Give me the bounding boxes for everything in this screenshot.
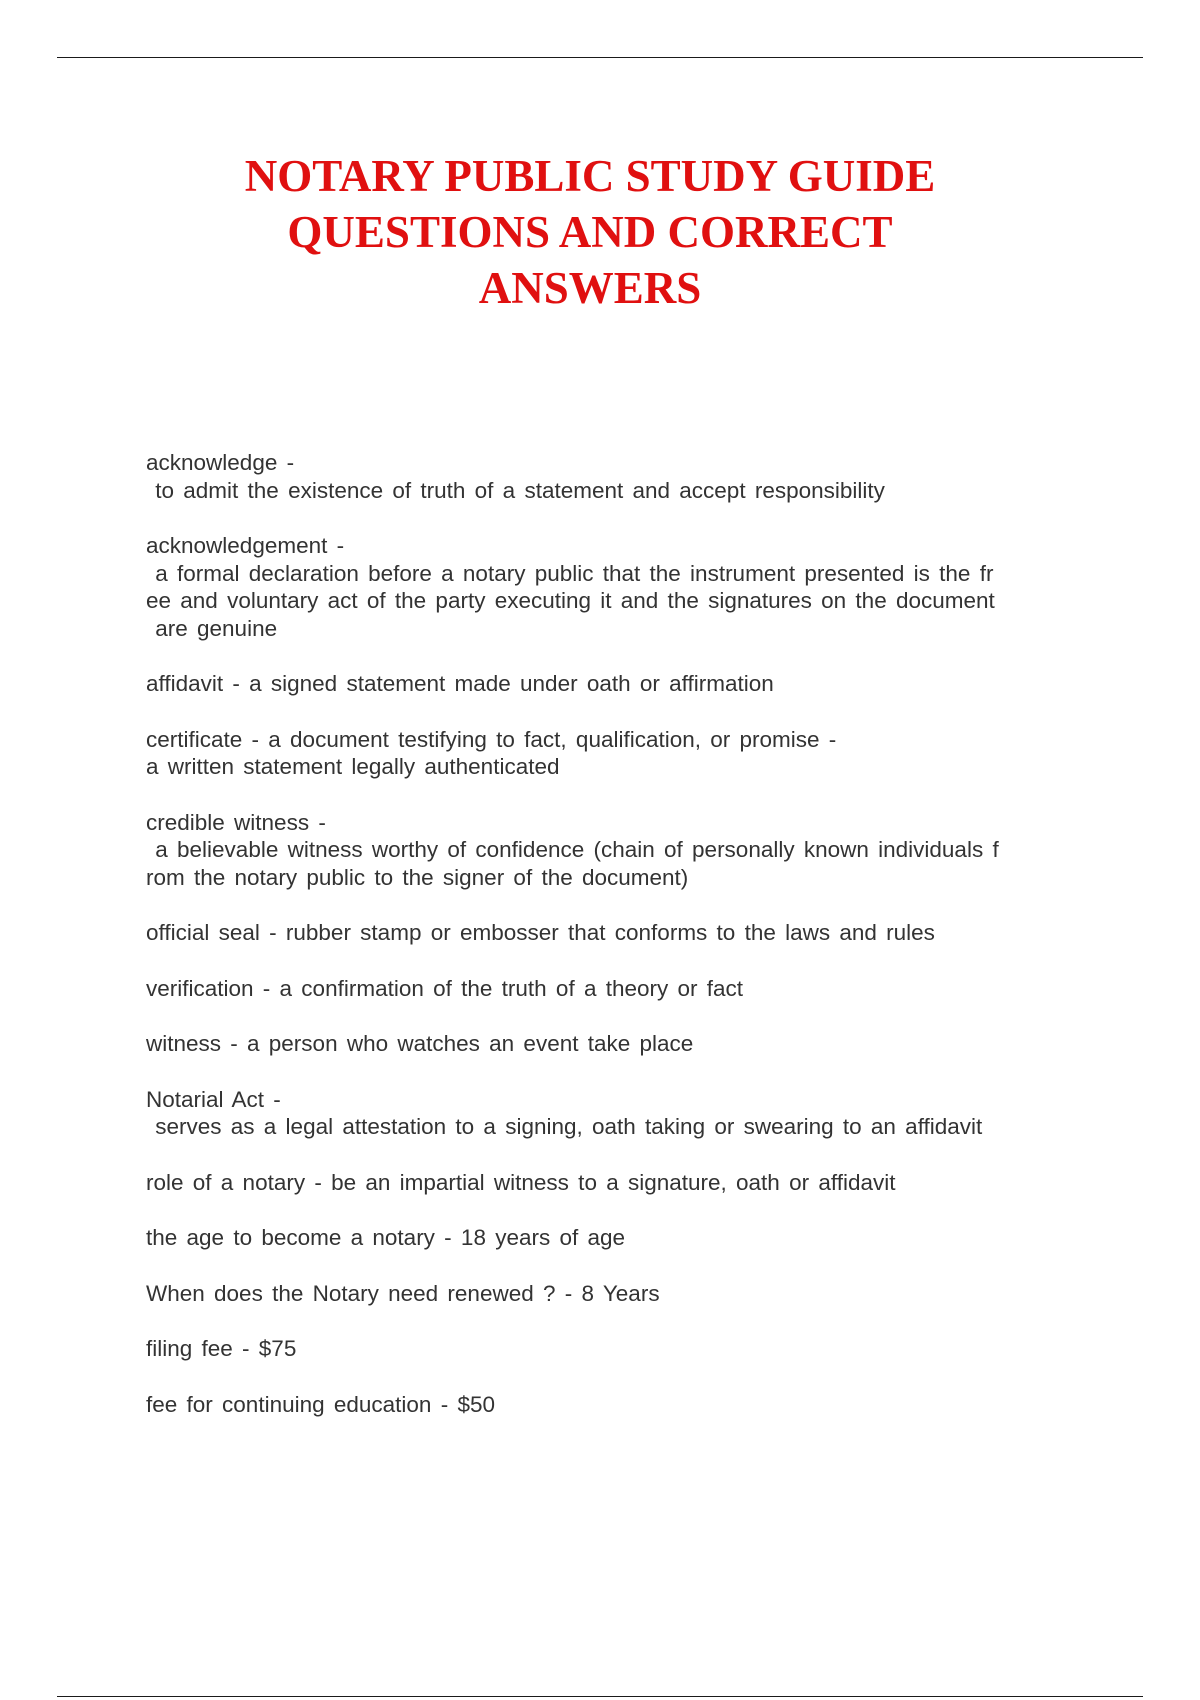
- study-guide-entries: [146, 449, 1084, 1446]
- entry-line: When does the Notary need renewed ? - 8 Years: [146, 1280, 660, 1306]
- entry-credible-witness: [146, 809, 1084, 892]
- entry-line: a believable witness worthy of confidence (chain of personally known individuals f: [146, 837, 999, 862]
- entry-line: a formal declaration before a notary public that the instrument presented is the fr: [146, 560, 994, 586]
- entry-role-of-notary: [146, 1169, 1084, 1197]
- entry-line: witness - a person who watches an event take place: [146, 1031, 694, 1056]
- top-rule: [57, 57, 1143, 58]
- entry-line: certificate - a document testifying to fact, qualification, or promise -: [146, 726, 837, 752]
- entry-continuing-education-fee: [146, 1391, 1084, 1419]
- entry-line: official seal - rubber stamp or embosser that conforms to the laws and rules: [146, 920, 935, 945]
- entry-line: are genuine: [146, 615, 278, 641]
- title-line: NOTARY PUBLIC STUDY GUIDE: [244, 151, 936, 201]
- entry-official-seal: [146, 919, 1084, 947]
- entry-affidavit: [146, 670, 1084, 698]
- entry-line: acknowledgement -: [146, 533, 345, 558]
- entry-line: to admit the existence of truth of a statement and accept responsibility: [146, 477, 885, 503]
- entry-line: the age to become a notary - 18 years of age: [146, 1225, 626, 1250]
- entry-filing-fee: [146, 1335, 1084, 1363]
- entry-line: Notarial Act -: [146, 1086, 281, 1112]
- entry-line: affidavit - a signed statement made under oath or affirmation: [146, 671, 774, 696]
- title-line: ANSWERS: [478, 263, 702, 313]
- document-title: [150, 148, 1030, 316]
- entry-line: fee for continuing education - $50: [146, 1391, 495, 1417]
- entry-line: verification - a confirmation of the truth of a theory or fact: [146, 975, 744, 1001]
- entry-renewal: [146, 1280, 1084, 1308]
- entry-line: ee and voluntary act of the party executing it and the signatures on the document: [146, 588, 995, 613]
- entry-line: rom the notary public to the signer of the document): [146, 864, 689, 890]
- entry-age-requirement: [146, 1224, 1084, 1252]
- entry-line: acknowledge -: [146, 450, 295, 475]
- entry-line: filing fee - $75: [146, 1336, 297, 1361]
- entry-witness: [146, 1030, 1084, 1058]
- entry-verification: [146, 975, 1084, 1003]
- entry-line: role of a notary - be an impartial witness to a signature, oath or affidavit: [146, 1169, 896, 1195]
- entry-certificate: [146, 726, 1084, 781]
- entry-line: serves as a legal attestation to a signing, oath taking or swearing to an affidavit: [146, 1114, 983, 1139]
- entry-notarial-act: [146, 1086, 1084, 1141]
- bottom-rule: [57, 1696, 1143, 1697]
- entry-acknowledgement: [146, 532, 1084, 642]
- entry-acknowledge: [146, 449, 1084, 504]
- entry-line: a written statement legally authenticated: [146, 754, 560, 779]
- title-line: QUESTIONS AND CORRECT: [287, 207, 893, 257]
- entry-line: credible witness -: [146, 809, 326, 835]
